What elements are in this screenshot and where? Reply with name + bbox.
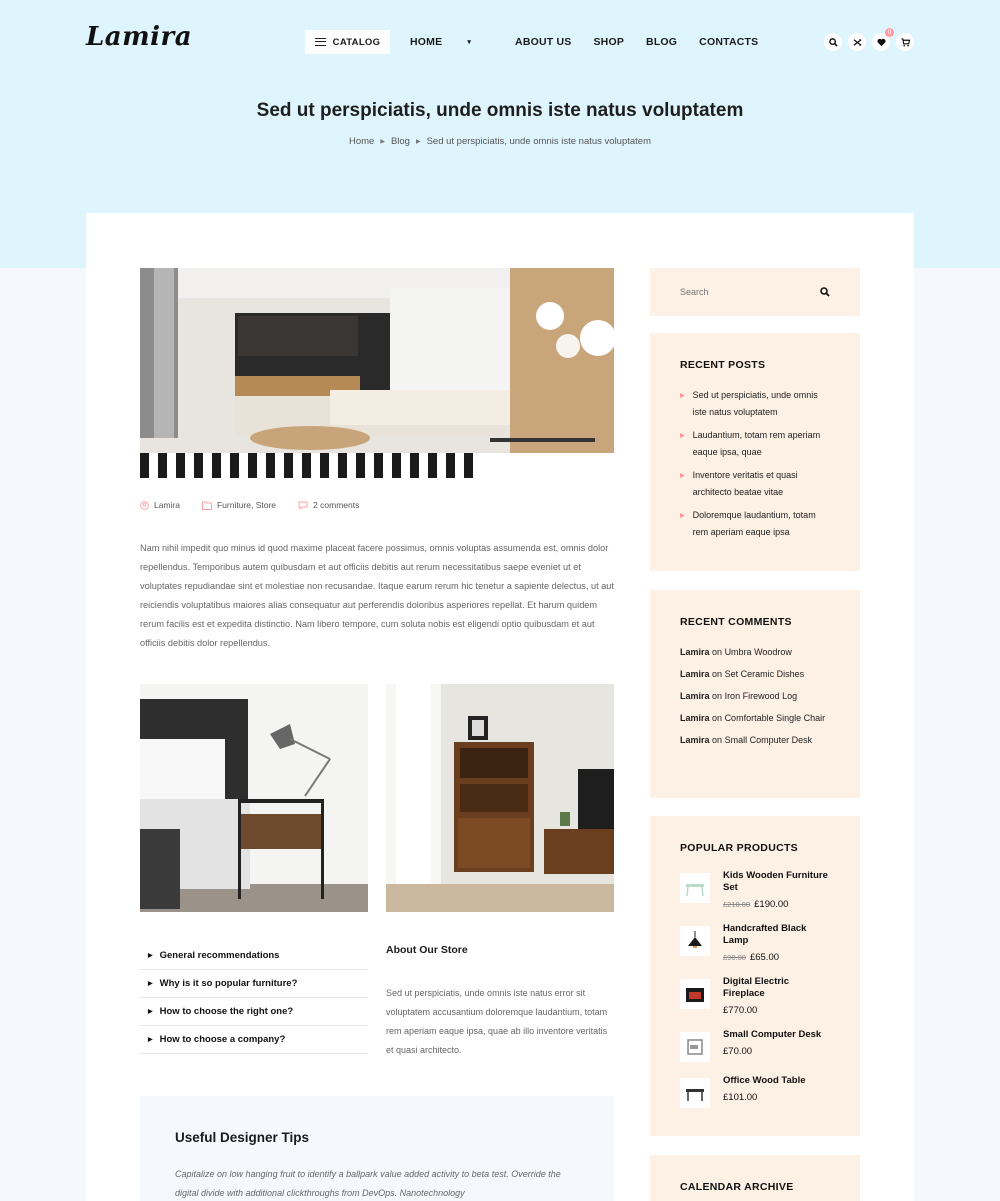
product-item[interactable] — [680, 976, 830, 1016]
comment-on: on — [712, 669, 723, 679]
chevron-down-icon: ▾ — [467, 39, 472, 46]
comment-author: Lamira — [680, 735, 710, 745]
calendar-archive-title: CALENDAR ARCHIVE — [680, 1181, 794, 1193]
post-body: Nam nihil impedit quo minus id quod maxime placeat facere possimus, omnis voluptas assumenda est, omnis dolor repellendus. Temporibus autem quibusdam et aut officiis debitis aut rerum necessitatibus saepe eveniet ut et voluptates repudiandae sint et molestiae non recusandae. Itaque earum rerum hic tenetur a sapiente delectus, ut aut reiciendis voluptatibus maiores alias consequatur aut perferendis doloribus asperiores repellat. Et harum quidem rerum facilis est et expedita distinctio. Nam libero tempore, cum soluta nobis est eligendi optio quibusdam et aut officiis debitis dolor repellendus. — [140, 543, 614, 648]
faq-item-general[interactable] — [140, 942, 368, 970]
product-name: Handcrafted Black Lamp — [723, 923, 807, 946]
recent-comment-item[interactable] — [680, 688, 830, 706]
arrow-right-icon: ▶ — [680, 433, 685, 439]
post-featured-image — [140, 268, 614, 478]
comment-icon — [298, 501, 308, 510]
recent-post-item[interactable] — [680, 467, 830, 501]
chevron-right-icon: ▶ — [380, 139, 385, 145]
product-item[interactable] — [680, 923, 830, 963]
page-title: Sed ut perspiciatis, unde omnis iste natus voluptatem — [256, 100, 744, 121]
comment-on: on — [712, 691, 723, 701]
faq-item-company[interactable] — [140, 1026, 368, 1054]
catalog-label: CATALOG — [332, 36, 381, 48]
post-categories[interactable] — [202, 500, 276, 510]
product-price: £65.00 — [749, 952, 780, 963]
search-icon[interactable] — [824, 33, 842, 51]
breadcrumb-home[interactable]: Home — [348, 136, 375, 147]
compare-icon[interactable] — [848, 33, 866, 51]
caret-right-icon: ▶ — [148, 1037, 153, 1043]
folder-icon — [202, 501, 212, 510]
recent-posts-title: RECENT POSTS — [680, 359, 766, 371]
recent-post-item[interactable] — [680, 427, 830, 461]
nav-item-home[interactable] — [410, 36, 493, 48]
search-widget — [650, 268, 860, 316]
comment-on: on — [712, 713, 723, 723]
product-name: Small Computer Desk — [723, 1029, 822, 1040]
product-price: £770.00 — [723, 1005, 758, 1016]
recent-post-label: Laudantium, totam rem aperiam eaque ipsa, quae — [692, 430, 821, 457]
comment-on: on — [712, 647, 723, 657]
calendar-archive-widget — [650, 1155, 860, 1201]
arrow-right-icon: ▶ — [680, 513, 685, 519]
tips-box — [140, 1096, 614, 1201]
caret-right-icon: ▶ — [148, 953, 153, 959]
product-thumbnail — [680, 1032, 710, 1062]
product-name: Kids Wooden Furniture Set — [723, 870, 828, 893]
header-icons — [824, 29, 914, 51]
faq-item-choose[interactable] — [140, 998, 368, 1026]
catalog-button[interactable] — [305, 30, 390, 54]
faq-list — [140, 942, 368, 1054]
cart-icon[interactable] — [896, 33, 914, 51]
nav-label: HOME — [410, 36, 443, 48]
product-thumbnail — [680, 979, 710, 1009]
post-comments[interactable] — [298, 500, 359, 510]
product-price: £70.00 — [723, 1046, 753, 1057]
comment-post: Comfortable Single Chair — [724, 713, 826, 723]
recent-comment-item[interactable] — [680, 644, 830, 662]
comment-author: Lamira — [680, 669, 710, 679]
post-meta — [140, 500, 359, 510]
post-author[interactable] — [140, 500, 180, 510]
product-old-price: £210.00 — [723, 900, 751, 909]
about-text: Sed ut perspiciatis, unde omnis iste natus error sit voluptatem accusantium doloremque laudantium, totam rem aperiam eaque ipsa, quae ab illo inventore veritatis et quasi architecto. — [386, 988, 608, 1055]
main-nav — [410, 36, 780, 48]
product-old-price: £90.00 — [723, 953, 746, 962]
recent-post-label: Sed ut perspiciatis, unde omnis iste natus voluptatem — [692, 390, 818, 417]
search-input[interactable]: Search — [680, 287, 709, 297]
product-name: Digital Electric Fireplace — [723, 976, 789, 999]
caret-right-icon: ▶ — [148, 981, 153, 987]
nav-item-contacts[interactable]: CONTACTS — [699, 36, 759, 48]
product-name: Office Wood Table — [723, 1075, 806, 1086]
breadcrumb — [0, 136, 1000, 147]
recent-post-label: Doloremque laudantium, totam rem aperiam eaque ipsa — [692, 510, 816, 537]
product-price: £190.00 — [754, 899, 789, 910]
breadcrumb-current: Sed ut perspiciatis, unde omnis iste natus voluptatem — [426, 136, 652, 147]
chevron-right-icon: ▶ — [415, 139, 421, 145]
search-icon[interactable] — [820, 287, 830, 297]
menu-icon — [315, 38, 326, 46]
nav-item-blog[interactable]: BLOG — [646, 36, 678, 48]
product-thumbnail — [680, 873, 710, 903]
nav-item-about[interactable]: ABOUT US — [515, 36, 572, 48]
comment-post: Iron Firewood Log — [724, 691, 798, 701]
product-item[interactable] — [680, 1029, 830, 1062]
caret-right-icon: ▶ — [148, 1009, 153, 1015]
comment-on: on — [712, 735, 723, 745]
breadcrumb-blog[interactable]: Blog — [390, 136, 410, 147]
user-icon — [140, 501, 149, 510]
categories-label: Furniture, Store — [216, 500, 277, 510]
comment-post: Small Computer Desk — [724, 735, 813, 745]
product-thumbnail — [680, 926, 710, 956]
comment-author: Lamira — [680, 691, 710, 701]
popular-products-widget — [650, 816, 860, 1136]
product-item[interactable] — [680, 1075, 830, 1108]
product-thumbnail — [680, 1078, 710, 1108]
popular-products-title: POPULAR PRODUCTS — [680, 842, 798, 854]
site-logo[interactable]: Lamira — [86, 22, 193, 52]
comment-post: Umbra Woodrow — [724, 647, 792, 657]
faq-label: How to choose a company? — [159, 1034, 286, 1045]
product-item[interactable] — [680, 870, 830, 910]
faq-label: How to choose the right one? — [159, 1006, 294, 1017]
tips-title: Useful Designer Tips — [175, 1130, 310, 1145]
comment-author: Lamira — [680, 647, 710, 657]
faq-item-popular[interactable] — [140, 970, 368, 998]
comment-author: Lamira — [680, 713, 710, 723]
recent-post-item[interactable] — [680, 507, 830, 541]
recent-comments-widget — [650, 590, 860, 798]
recent-comments-title: RECENT COMMENTS — [680, 616, 792, 628]
shelf-image — [386, 684, 614, 912]
arrow-right-icon: ▶ — [680, 393, 685, 399]
recent-post-item[interactable] — [680, 387, 830, 421]
comment-post: Set Ceramic Dishes — [724, 669, 805, 679]
product-price: £101.00 — [723, 1092, 758, 1103]
arrow-right-icon: ▶ — [680, 473, 685, 479]
comments-label: 2 comments — [313, 500, 360, 510]
tips-text: Capitalize on low hanging fruit to identify a ballpark value added activity to beta test. Override the digital divide with additional clickthroughs from DevOps. Nanotechnology — [175, 1169, 561, 1198]
wishlist-badge: 0 — [885, 28, 894, 37]
nav-item-shop[interactable]: SHOP — [593, 36, 625, 48]
faq-label: Why is it so popular furniture? — [159, 978, 298, 989]
recent-posts-widget — [650, 333, 860, 571]
recent-comment-item[interactable] — [680, 732, 830, 750]
faq-label: General recommendations — [159, 950, 280, 961]
recent-comment-item[interactable] — [680, 666, 830, 684]
recent-post-label: Inventore veritatis et quasi architecto beatae vitae — [692, 470, 798, 497]
bedroom-image — [140, 684, 368, 912]
recent-comment-item[interactable] — [680, 710, 830, 728]
wishlist-icon[interactable] — [872, 29, 892, 51]
author-label: Lamira — [154, 500, 180, 510]
about-title: About Our Store — [386, 944, 468, 956]
